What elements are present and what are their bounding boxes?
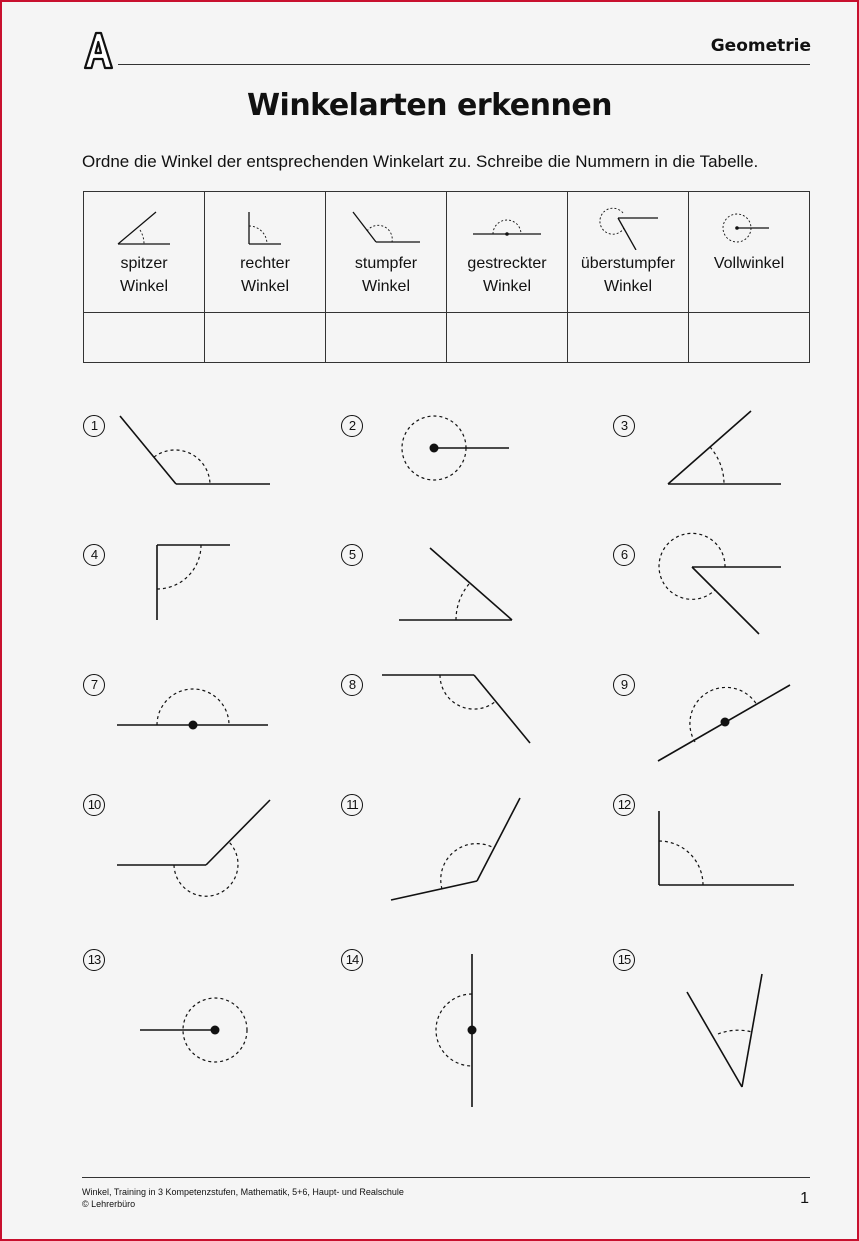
angle-drawing-13 — [140, 998, 247, 1062]
angle-drawing-2 — [402, 416, 509, 480]
instruction-text: Ordne die Winkel der entsprechenden Winkelart zu. Schreibe die Nummern in die Tabelle. — [82, 152, 759, 171]
page-title: Winkelarten erkennen — [246, 88, 613, 123]
exercise-number: 15 — [613, 949, 635, 971]
exercise-number: 7 — [83, 674, 105, 696]
subject-label: Geometrie — [710, 36, 811, 56]
angle-type-label: stumpfer Winkel — [354, 255, 418, 295]
exercise-number: 4 — [83, 544, 105, 566]
exercise-number: 13 — [83, 949, 105, 971]
exercise-number: 8 — [341, 674, 363, 696]
angle-drawing-7 — [117, 689, 268, 725]
angle-type-label: überstumpfer Winkel — [580, 255, 676, 295]
angle-type-label: gestreckter Winkel — [467, 255, 547, 295]
exercise-number: 2 — [341, 415, 363, 437]
angle-drawing-12 — [659, 811, 794, 885]
exercise-number: 12 — [613, 794, 635, 816]
angle-drawing-1 — [120, 416, 270, 484]
angle-drawing-10 — [117, 800, 270, 896]
angle-drawing-11 — [391, 798, 520, 900]
angle-drawing-5 — [399, 548, 512, 620]
footer-rule — [82, 1177, 810, 1178]
page-number: 1 — [800, 1190, 809, 1207]
footer-credits: Winkel, Training in 3 Kompetenzstufen, Mathematik, 5+6, Haupt- und Realschule © Lehrerbüro — [82, 1187, 404, 1209]
angle-drawing-15 — [687, 974, 762, 1087]
angle-drawing-8 — [382, 675, 530, 743]
exercise-angles — [2, 2, 857, 1239]
angle-drawing-6 — [659, 533, 781, 634]
angle-type-label: spitzer Winkel — [119, 255, 168, 295]
exercise-number: 6 — [613, 544, 635, 566]
exercise-number: 5 — [341, 544, 363, 566]
exercise-number: 3 — [613, 415, 635, 437]
exercise-number: 14 — [341, 949, 363, 971]
exercise-number: 11 — [341, 794, 363, 816]
exercise-number: 10 — [83, 794, 105, 816]
angle-type-label: Vollwinkel — [713, 255, 785, 272]
exercise-number: 1 — [83, 415, 105, 437]
angle-type-label: rechter Winkel — [240, 255, 290, 295]
angle-drawing-14 — [436, 954, 472, 1107]
angle-drawing-4 — [157, 545, 230, 620]
exercise-number: 9 — [613, 674, 635, 696]
angle-drawing-3 — [668, 411, 781, 484]
